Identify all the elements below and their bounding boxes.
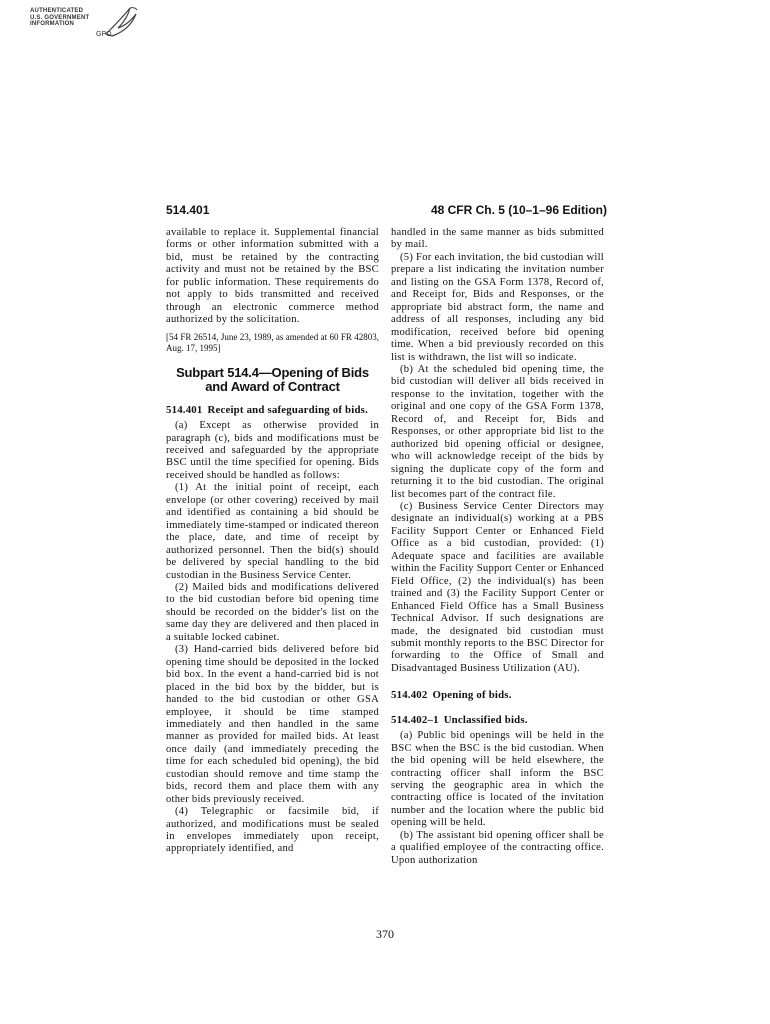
section-heading (166, 404, 379, 416)
right-column (391, 227, 604, 867)
section-heading (391, 689, 604, 701)
left-column (166, 227, 379, 856)
section-title: Unclassified bids. (443, 713, 528, 726)
section-title: Receipt and safeguarding of bids. (207, 403, 368, 416)
paragraph: (3) Hand-carried bids delivered before bid opening time should be deposited in the locked bid box. In the event a hand-carried bid is not placed in the bid box by the bidder, but is handed to the bid custodian or other GSA employee, it should be time stamped immediately and then handled in the same manner as provided for mailed bids. At least once daily (and immediately preceding the time for each scheduled bid opening), the bid custodian should remove and time stamp the bids, record them and place them with any other bids previously received. (166, 644, 379, 805)
page-number: 370 (376, 927, 394, 941)
gpo-mark: GPO (96, 31, 112, 38)
gpo-authentication-logo (30, 4, 142, 48)
logo-text (30, 8, 89, 28)
section-number: 514.402–1 (391, 713, 439, 726)
section-number: 514.402 (391, 689, 428, 702)
paragraph: (b) The assistant bid opening officer shall be a qualified employee of the contracting office. Upon authorization (391, 829, 604, 866)
paragraph: (1) At the initial point of receipt, each envelope (or other covering) received by mail and identified as containing a bid should be immediately time-stamped or indicated thereon the place, date, and time of receipt by authorized personnel. Then the bid(s) should be delivered by special handling to the bid custodian in the Business Service Center. (166, 482, 379, 581)
paragraph: (b) At the scheduled bid opening time, the bid custodian will deliver all bids received in response to the invitation, together with the original and one copy of the GSA Form 1378, Record of, and Receipt for, Bids and Responses, or other appropriate bid list to the authorized bid opening official or designee, who will acknowledge receipt of the bids by signing the duplicate copy of the form and returning it to the bid custodian. The original list becomes part of the contract file. (391, 363, 604, 500)
logo-line-1: AUTHENTICATED (30, 8, 84, 14)
section-title: Opening of bids. (432, 689, 512, 702)
paragraph: (5) For each invitation, the bid custodian will prepare a list indicating the invitation number and listing on the GSA Form 1378, Record of, and Receipt for, Bids and Responses, or the appropriate bid abstract form, the name and address of all responses, including any bid modification, received before bid opening time. When a bid previously recorded on this list is withdrawn, the list will so indicate. (391, 251, 604, 363)
paragraph: (4) Telegraphic or facsimile bid, if authorized, and modifications must be sealed in envelopes immediately upon receipt, appropriately identified, and (166, 806, 379, 855)
logo-line-2: U.S. GOVERNMENT (30, 14, 90, 21)
paragraph: (2) Mailed bids and modifications delivered to the bid custodian before bid opening time should be recorded on the bidder's list on the same day they are delivered and then placed in a suitable locked cabinet. (166, 581, 379, 643)
paragraph: available to replace it. Supplemental financial forms or other information submitted with a bid, must be retained by the contracting activity and must not be retained by the BSC for public information. These requirements do not apply to bids transmitted and received through an electronic commerce method authorized by the solicitation. (166, 227, 379, 326)
paragraph: (a) Except as otherwise provided in paragraph (c), bids and modifications must be received and safeguarded by the appropriate BSC until the time specified for opening. Bids received should be handled as follows: (166, 420, 379, 481)
paragraph: (a) Public bid openings will be held in the BSC when the BSC is the bid custodian. When the bid opening will be held elsewhere, the contracting officer shall inform the BSC serving the geographic area in which the contracting office is located of the invitation number and the location where the public bid opening will be held. (391, 730, 604, 829)
citation: [54 FR 26514, June 23, 1989, as amended at 60 FR 42803, Aug. 17, 1995] (166, 331, 379, 353)
section-heading (391, 714, 604, 726)
paragraph: (c) Business Service Center Directors may designate an individual(s) working at a PBS Facility Support Center or Enhanced Field Office as a bid custodian, provided: (1) Adequate space and facilities are available within the Facility Support Center or Enhanced Field Office, (2) the individual(s) has been trained and (3) the Facility Support Center or Enhanced Field Office has a Small Business Technical Advisor. If such designations are made, the designated bid custodian must submit monthly reports to the BSC Director for forwarding to the Office of Small and Disadvantaged Business Utilization (AU). (391, 500, 604, 674)
running-head-section: 514.401 (166, 203, 210, 217)
paragraph: handled in the same manner as bids submitted by mail. (391, 227, 604, 251)
running-head-title: 48 CFR Ch. 5 (10–1–96 Edition) (430, 203, 607, 217)
section-number: 514.401 (166, 403, 203, 416)
logo-line-3: INFORMATION (30, 21, 75, 28)
subpart-heading: Subpart 514.4—Opening of Bids and Award of Contract (176, 364, 369, 394)
